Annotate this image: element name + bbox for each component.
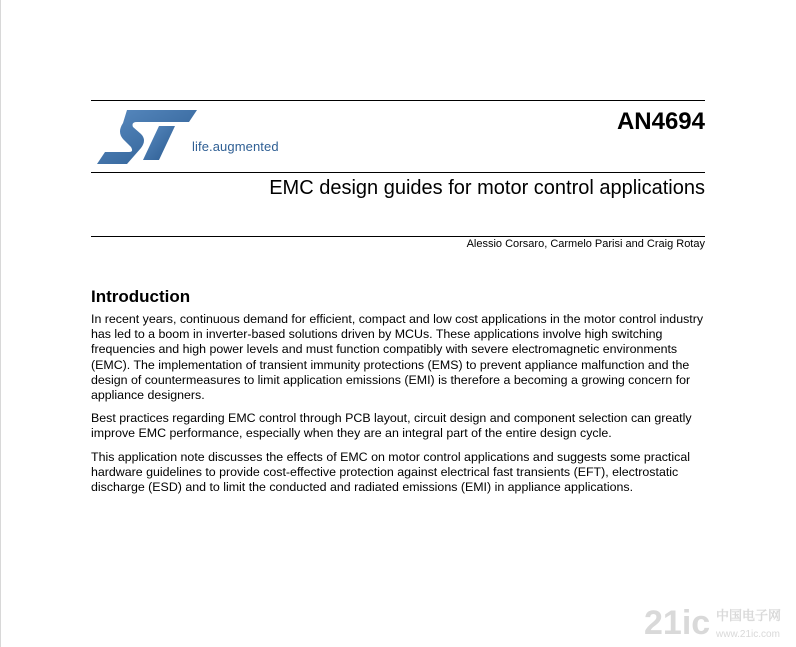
top-rule: [91, 100, 705, 101]
brand-tagline: life.augmented: [192, 139, 279, 154]
paragraph: Best practices regarding EMC control through PCB layout, circuit design and component selection can greatly improve EMC performance, especially when they are an integral part of the entire design cycle.: [91, 411, 692, 441]
paragraph: In recent years, continuous demand for efficient, compact and low cost applications in the motor control industry has led to a boom in inverter-based solutions driven by MCUs. These applications involve high switching frequencies and high power levels and must function compatibly with severe electromagnetic environments (EMC). The implementation of transient immunity protections (EMS) to prevent appliance malfunction and the design of countermeasures to limit application emissions (EMI) is therefore a becoming a growing concern for appliance designers.: [91, 312, 704, 403]
title-rule: [91, 172, 705, 173]
section-heading: Introduction: [91, 287, 191, 306]
authors-line: Alessio Corsaro, Carmelo Parisi and Craig Rotay: [466, 238, 705, 250]
paragraph: This application note discusses the effects of EMC on motor control applications and suggests some practical hardware guidelines to provide cost-effective protection against electrical fast transients (EFT), electrostatic discharge (ESD) and to limit the conducted and radiated emissions (EMI) in appliance applications.: [91, 449, 690, 495]
document-title: EMC design guides for motor control applications: [269, 177, 705, 199]
st-logo: [97, 108, 197, 166]
page-edge: [0, 0, 1, 647]
intro-body: [91, 312, 707, 503]
svg-text:21ic: 21ic: [644, 604, 711, 642]
svg-text:中国电子网: 中国电子网: [716, 609, 782, 624]
svg-text:www.21ic.com: www.21ic.com: [716, 629, 780, 640]
authors-rule: [91, 236, 705, 237]
site-watermark: [642, 600, 792, 644]
document-id: AN4694: [616, 108, 705, 135]
